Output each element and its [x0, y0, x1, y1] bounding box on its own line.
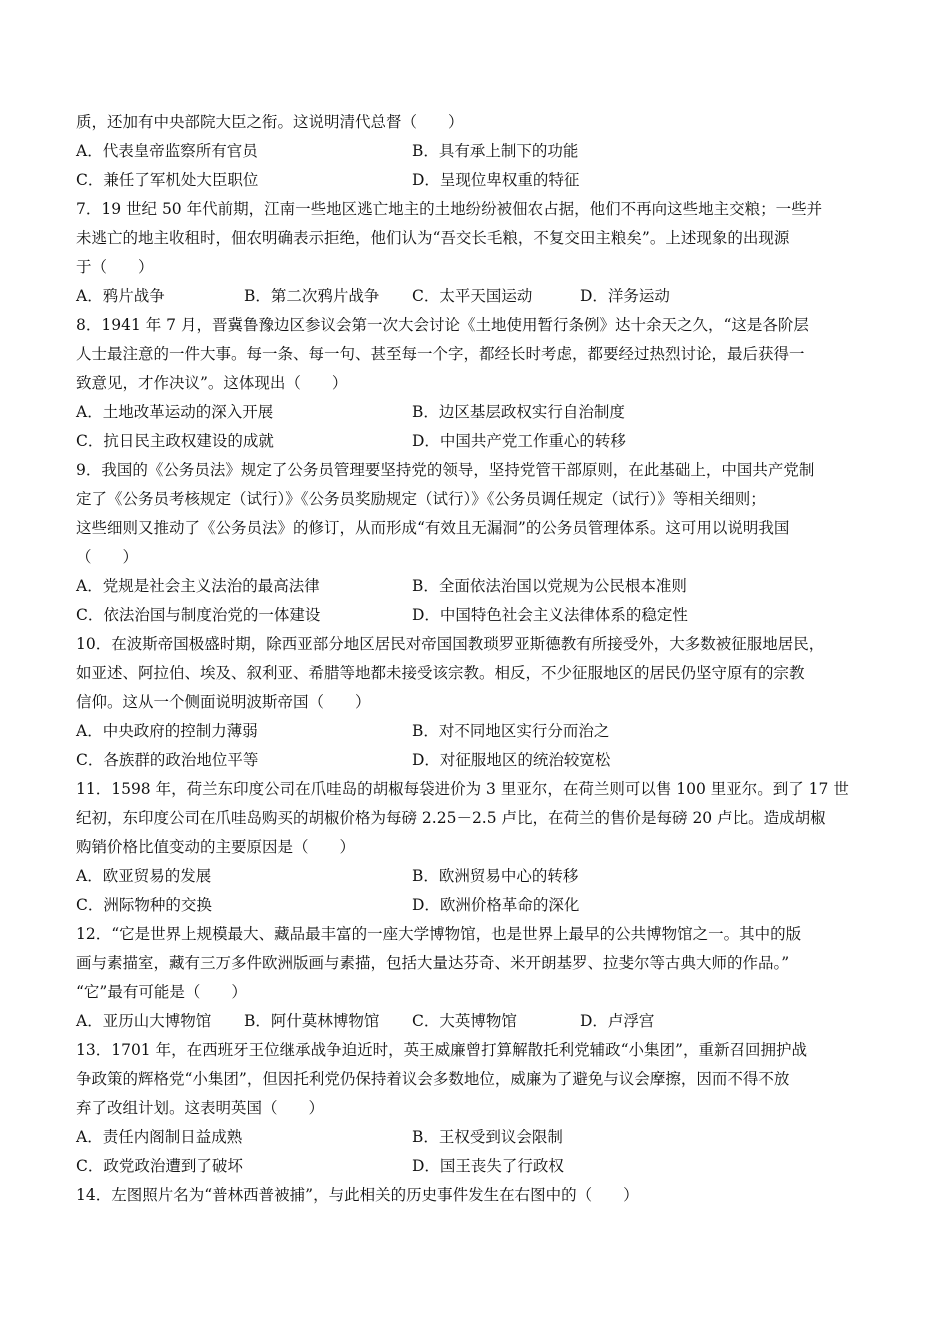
- option-c[interactable]: C．依法治国与制度治党的一体建设: [76, 606, 321, 624]
- option-b[interactable]: B．第二次鸦片战争: [244, 287, 380, 305]
- option-c[interactable]: C．大英博物馆: [412, 1012, 517, 1030]
- option-b[interactable]: B．王权受到议会限制: [412, 1128, 563, 1146]
- question-13: [76, 1036, 884, 1181]
- question-12: [76, 920, 884, 1036]
- option-c[interactable]: C．太平天国运动: [412, 287, 533, 305]
- option-a[interactable]: A．中央政府的控制力薄弱: [76, 722, 258, 740]
- question-stem: 未逃亡的地主收租时，佃农明确表示拒绝，他们认为“吾交长毛粮，不复交田主粮矣”。上述现象的出现源: [76, 229, 790, 247]
- question-stem: 人士最注意的一件大事。每一条、每一句、甚至每一个字，都经长时考虑，都要经过热烈讨论，最后获得一: [76, 345, 805, 363]
- option-d[interactable]: D．国王丧失了行政权: [412, 1157, 564, 1175]
- question-stem: 购销价格比值变动的主要原因是（ ）: [76, 838, 356, 856]
- option-c[interactable]: C．抗日民主政权建设的成就: [76, 432, 274, 450]
- question-stem: 10．在波斯帝国极盛时期，除西亚部分地区居民对帝国国教琐罗亚斯德教有所接受外，大多数被征服地居民，: [76, 635, 825, 653]
- option-b[interactable]: B．对不同地区实行分而治之: [412, 722, 610, 740]
- question-stem: 12．“它是世界上规模最大、藏品最丰富的一座大学博物馆，也是世界上最早的公共博物馆之一。其中的版: [76, 925, 802, 943]
- question-stem: （ ）: [76, 548, 139, 566]
- options-row: [76, 1152, 884, 1181]
- option-a[interactable]: A．土地改革运动的深入开展: [76, 403, 274, 421]
- question-stem: 定了《公务员考核规定（试行）》《公务员奖励规定（试行）》《公务员调任规定（试行）》等相关细则；: [76, 490, 766, 508]
- options-row: [76, 746, 884, 775]
- question-stem: 质，还加有中央部院大臣之衔。这说明清代总督（ ）: [76, 113, 464, 131]
- option-a[interactable]: A．代表皇帝监察所有官员: [76, 142, 258, 160]
- question-stem: 13．1701 年，在西班牙王位继承战争迫近时，英王威廉曾打算解散托利党辅政“小集团”，重新召回拥护战: [76, 1041, 807, 1059]
- option-b[interactable]: B．具有承上制下的功能: [412, 142, 579, 160]
- question-stem: 11．1598 年，荷兰东印度公司在爪哇岛的胡椒每袋进价为 3 里亚尔，在荷兰则可以售 100 里亚尔。到了 17 世: [76, 780, 849, 798]
- question-stem: 致意见，才作决议”。这体现出（ ）: [76, 374, 348, 392]
- options-row: [76, 1007, 884, 1036]
- option-d[interactable]: D．中国特色社会主义法律体系的稳定性: [412, 606, 688, 624]
- option-a[interactable]: A．亚历山大博物馆: [76, 1012, 212, 1030]
- question-stem: 纪初，东印度公司在爪哇岛购买的胡椒价格为每磅 2.25－2.5 卢比，在荷兰的售价是每磅 20 卢比。造成胡椒: [76, 809, 826, 827]
- question-11: [76, 775, 884, 920]
- question-stem: 于（ ）: [76, 258, 154, 276]
- option-d[interactable]: D．欧洲价格革命的深化: [412, 896, 580, 914]
- question-stem: 9．我国的《公务员法》规定了公务员管理要坚持党的领导，坚持党管干部原则，在此基础上，中国共产党制: [76, 461, 815, 479]
- exam-page: [76, 108, 884, 1210]
- question-stem: 7．19 世纪 50 年代前期，江南一些地区逃亡地主的土地纷纷被佃农占据，他们不再向这些地主交粮；一些并: [76, 200, 823, 218]
- question-stem: 画与素描室，藏有三万多件欧洲版画与素描，包括大量达芬奇、米开朗基罗、拉斐尔等古典大师的作品。”: [76, 954, 790, 972]
- options-row: [76, 717, 884, 746]
- question-9: [76, 456, 884, 630]
- option-d[interactable]: D．对征服地区的统治较宽松: [412, 751, 611, 769]
- options-row: [76, 427, 884, 456]
- question-stem: 如亚述、阿拉伯、埃及、叙利亚、希腊等地都未接受该宗教。相反，不少征服地区的居民仍坚守原有的宗教: [76, 664, 805, 682]
- option-d[interactable]: D．洋务运动: [580, 287, 670, 305]
- options-row: [76, 166, 884, 195]
- option-a[interactable]: A．党规是社会主义法治的最高法律: [76, 577, 320, 595]
- option-c[interactable]: C．各族群的政治地位平等: [76, 751, 259, 769]
- option-a[interactable]: A．欧亚贸易的发展: [76, 867, 212, 885]
- question-8: [76, 311, 884, 456]
- option-a[interactable]: A．鸦片战争: [76, 287, 165, 305]
- option-b[interactable]: B．欧洲贸易中心的转移: [412, 867, 579, 885]
- question-stem: 8．1941 年 7 月，晋冀鲁豫边区参议会第一次大会讨论《土地使用暂行条例》达十余天之久，“这是各阶层: [76, 316, 809, 334]
- question-stem: 弃了改组计划。这表明英国（ ）: [76, 1099, 325, 1117]
- options-row: [76, 601, 884, 630]
- options-row: [76, 282, 884, 311]
- question-6: [76, 108, 884, 195]
- option-b[interactable]: B．边区基层政权实行自治制度: [412, 403, 625, 421]
- question-stem: 这些细则又推动了《公务员法》的修订，从而形成“有效且无漏洞”的公务员管理体系。这可用以说明我国: [76, 519, 790, 537]
- question-stem: 争政策的辉格党“小集团”，但因托利党仍保持着议会多数地位，威廉为了避免与议会摩擦，因而不得不放: [76, 1070, 790, 1088]
- question-stem: 14．左图照片名为“普林西普被捕”，与此相关的历史事件发生在右图中的（ ）: [76, 1186, 639, 1204]
- options-row: [76, 572, 884, 601]
- option-b[interactable]: B．全面依法治国以党规为公民根本准则: [412, 577, 687, 595]
- option-b[interactable]: B．阿什莫林博物馆: [244, 1012, 380, 1030]
- options-row: [76, 862, 884, 891]
- question-stem: “它”最有可能是（ ）: [76, 983, 247, 1001]
- option-d[interactable]: D．呈现位卑权重的特征: [412, 171, 580, 189]
- options-row: [76, 398, 884, 427]
- question-10: [76, 630, 884, 775]
- question-14: [76, 1181, 884, 1210]
- option-c[interactable]: C．洲际物种的交换: [76, 896, 212, 914]
- option-d[interactable]: D．卢浮宫: [580, 1012, 655, 1030]
- question-7: [76, 195, 884, 311]
- options-row: [76, 137, 884, 166]
- question-stem: 信仰。这从一个侧面说明波斯帝国（ ）: [76, 693, 371, 711]
- option-c[interactable]: C．兼任了军机处大臣职位: [76, 171, 259, 189]
- options-row: [76, 1123, 884, 1152]
- option-d[interactable]: D．中国共产党工作重心的转移: [412, 432, 626, 450]
- option-c[interactable]: C．政党政治遭到了破坏: [76, 1157, 243, 1175]
- option-a[interactable]: A．责任内阁制日益成熟: [76, 1128, 243, 1146]
- options-row: [76, 891, 884, 920]
